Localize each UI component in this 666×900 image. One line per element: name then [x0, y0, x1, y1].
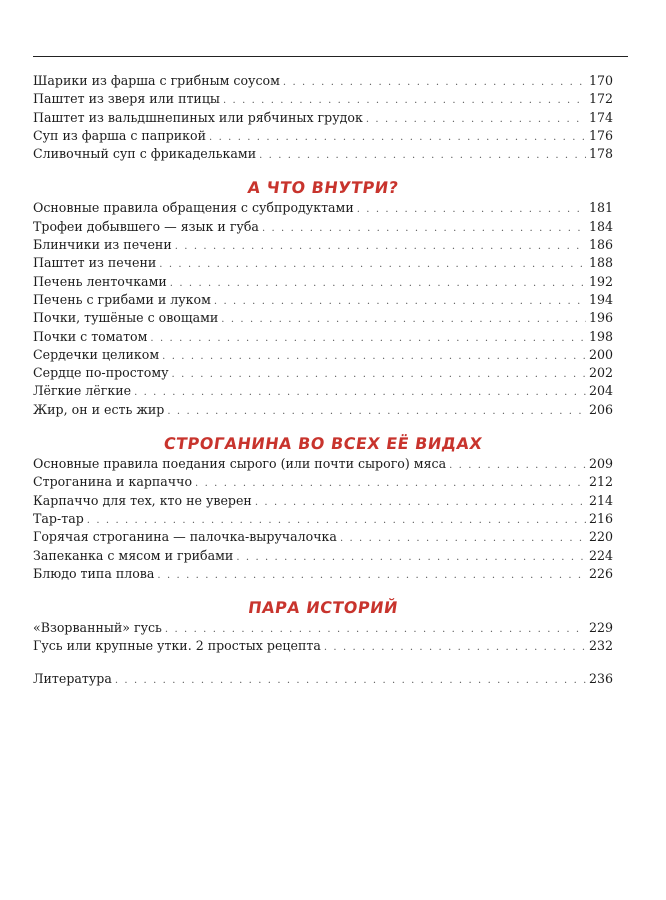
toc-entry	[33, 619, 613, 637]
entry-page-number: 170	[588, 73, 613, 88]
dot-leader	[115, 672, 586, 690]
toc-entry	[33, 236, 613, 254]
dot-leader	[221, 311, 586, 329]
dot-leader	[236, 549, 586, 567]
toc-entry	[33, 382, 613, 400]
entry-page-number: 202	[588, 365, 613, 381]
dot-leader	[170, 275, 586, 293]
toc-entry	[33, 565, 613, 583]
dot-leader	[366, 111, 586, 129]
entry-page-number: 172	[588, 91, 613, 107]
entry-page-number: 209	[588, 456, 613, 472]
toc-entry	[33, 273, 613, 291]
toc-entry	[33, 346, 613, 364]
entry-page-number: 194	[588, 291, 613, 307]
entry-title: Шарики из фарша с грибным соусом	[33, 73, 280, 88]
section-spacer	[33, 419, 613, 435]
entry-title: Паштет из зверя или птицы	[33, 91, 220, 107]
dot-leader	[340, 530, 586, 548]
entry-page-number: 229	[588, 620, 613, 636]
section-spacer	[33, 656, 613, 670]
toc-entry	[33, 473, 613, 491]
toc-entry	[33, 218, 613, 236]
toc-entry	[33, 291, 613, 309]
entry-title: Сливочный суп с фрикадельками	[33, 146, 257, 162]
toc-entry	[33, 328, 613, 346]
toc-entry	[33, 528, 613, 546]
entry-title: Жир, он и есть жир	[33, 401, 165, 417]
entry-page-number: 220	[588, 529, 613, 545]
dot-leader	[324, 639, 586, 657]
entry-page-number: 186	[588, 237, 613, 253]
entry-page-number: 174	[588, 109, 613, 125]
toc-entry	[33, 90, 613, 108]
toc-entry	[33, 72, 613, 90]
entry-title: Гусь или крупные утки. 2 простых рецепта	[33, 638, 321, 654]
toc-entry	[33, 145, 613, 163]
entry-title: Сердечки целиком	[33, 346, 160, 362]
entry-page-number: 226	[588, 565, 613, 581]
section-spacer	[33, 583, 613, 599]
toc-entry	[33, 254, 613, 272]
dot-leader	[214, 293, 586, 311]
entry-title: Печень с грибами и луком	[33, 291, 211, 307]
dot-leader	[262, 220, 586, 238]
entry-page-number: 176	[588, 127, 613, 143]
entry-page-number: 178	[588, 146, 613, 162]
entry-title: Почки, тушёные с овощами	[33, 310, 219, 326]
entry-page-number: 196	[588, 310, 613, 326]
entry-page-number: 188	[588, 255, 613, 271]
top-rule	[33, 56, 628, 57]
entry-title: Лёгкие лёгкие	[33, 383, 132, 399]
dot-leader	[357, 201, 586, 219]
section-heading: ПАРА ИСТОРИЙ	[246, 598, 400, 618]
entry-title: «Взорванный» гусь	[33, 620, 162, 636]
dot-leader	[172, 366, 586, 384]
toc-entry	[33, 492, 613, 510]
entry-title: Литература	[33, 670, 112, 686]
entry-page-number: 200	[588, 346, 613, 362]
entry-page-number: 184	[588, 218, 613, 234]
dot-leader	[150, 330, 586, 348]
entry-page-number: 181	[588, 200, 613, 216]
entry-title: Суп из фарша с паприкой	[33, 127, 207, 143]
entry-page-number: 216	[588, 510, 613, 526]
dot-leader	[175, 238, 586, 256]
entry-page-number: 212	[588, 474, 613, 490]
entry-page-number: 236	[588, 670, 613, 686]
dot-leader	[255, 494, 586, 512]
entry-title: Трофеи добывшего — язык и губа	[33, 218, 259, 234]
dot-leader	[259, 147, 586, 165]
entry-title: Основные правила поедания сырого (или почти сырого) мяса	[33, 456, 447, 472]
entry-title: Блинчики из печени	[33, 237, 172, 253]
entry-title: Печень ленточками	[33, 273, 167, 289]
toc-entry	[33, 510, 613, 528]
toc-entry	[33, 401, 613, 419]
entry-title: Паштет из вальдшнепиных или рябчиных грудок	[33, 109, 363, 125]
entry-title: Паштет из печени	[33, 255, 157, 271]
entry-page-number: 204	[588, 383, 613, 399]
entry-title: Почки с томатом	[33, 328, 148, 344]
dot-leader	[159, 256, 586, 274]
entry-page-number: 206	[588, 401, 613, 417]
toc-entry	[33, 109, 613, 127]
entry-title: Основные правила обращения с субпродуктами	[33, 200, 354, 216]
entry-title: Запеканка с мясом и грибами	[33, 547, 234, 563]
table-of-contents	[33, 72, 613, 688]
toc-entry	[33, 309, 613, 327]
entry-page-number: 224	[588, 547, 613, 563]
toc-entry	[33, 364, 613, 382]
dot-leader	[167, 403, 586, 421]
entry-page-number: 198	[588, 328, 613, 344]
dot-leader	[449, 457, 586, 475]
dot-leader	[162, 348, 586, 366]
dot-leader	[157, 567, 586, 585]
entry-title: Блюдо типа плова	[33, 565, 155, 581]
entry-page-number: 192	[588, 273, 613, 289]
dot-leader	[283, 74, 586, 92]
entry-title: Карпаччо для тех, кто не уверен	[33, 492, 252, 508]
toc-entry	[33, 670, 613, 688]
section-heading: А ЧТО ВНУТРИ?	[246, 178, 400, 198]
toc-entry	[33, 637, 613, 655]
entry-title: Тар-тар	[33, 510, 84, 526]
dot-leader	[209, 129, 586, 147]
entry-title: Сердце по-простому	[33, 365, 169, 381]
entry-page-number: 232	[588, 638, 613, 654]
dot-leader	[195, 475, 586, 493]
toc-entry	[33, 127, 613, 145]
toc-entry	[33, 455, 613, 473]
toc-entry	[33, 199, 613, 217]
entry-title: Строганина и карпаччо	[33, 474, 193, 490]
toc-entry	[33, 547, 613, 565]
section-heading: СТРОГАНИНА ВО ВСЕХ ЕЁ ВИДАХ	[162, 434, 484, 454]
entry-page-number: 214	[588, 492, 613, 508]
entry-title: Горячая строганина — палочка-выручалочка	[33, 529, 337, 545]
dot-leader	[134, 384, 586, 402]
